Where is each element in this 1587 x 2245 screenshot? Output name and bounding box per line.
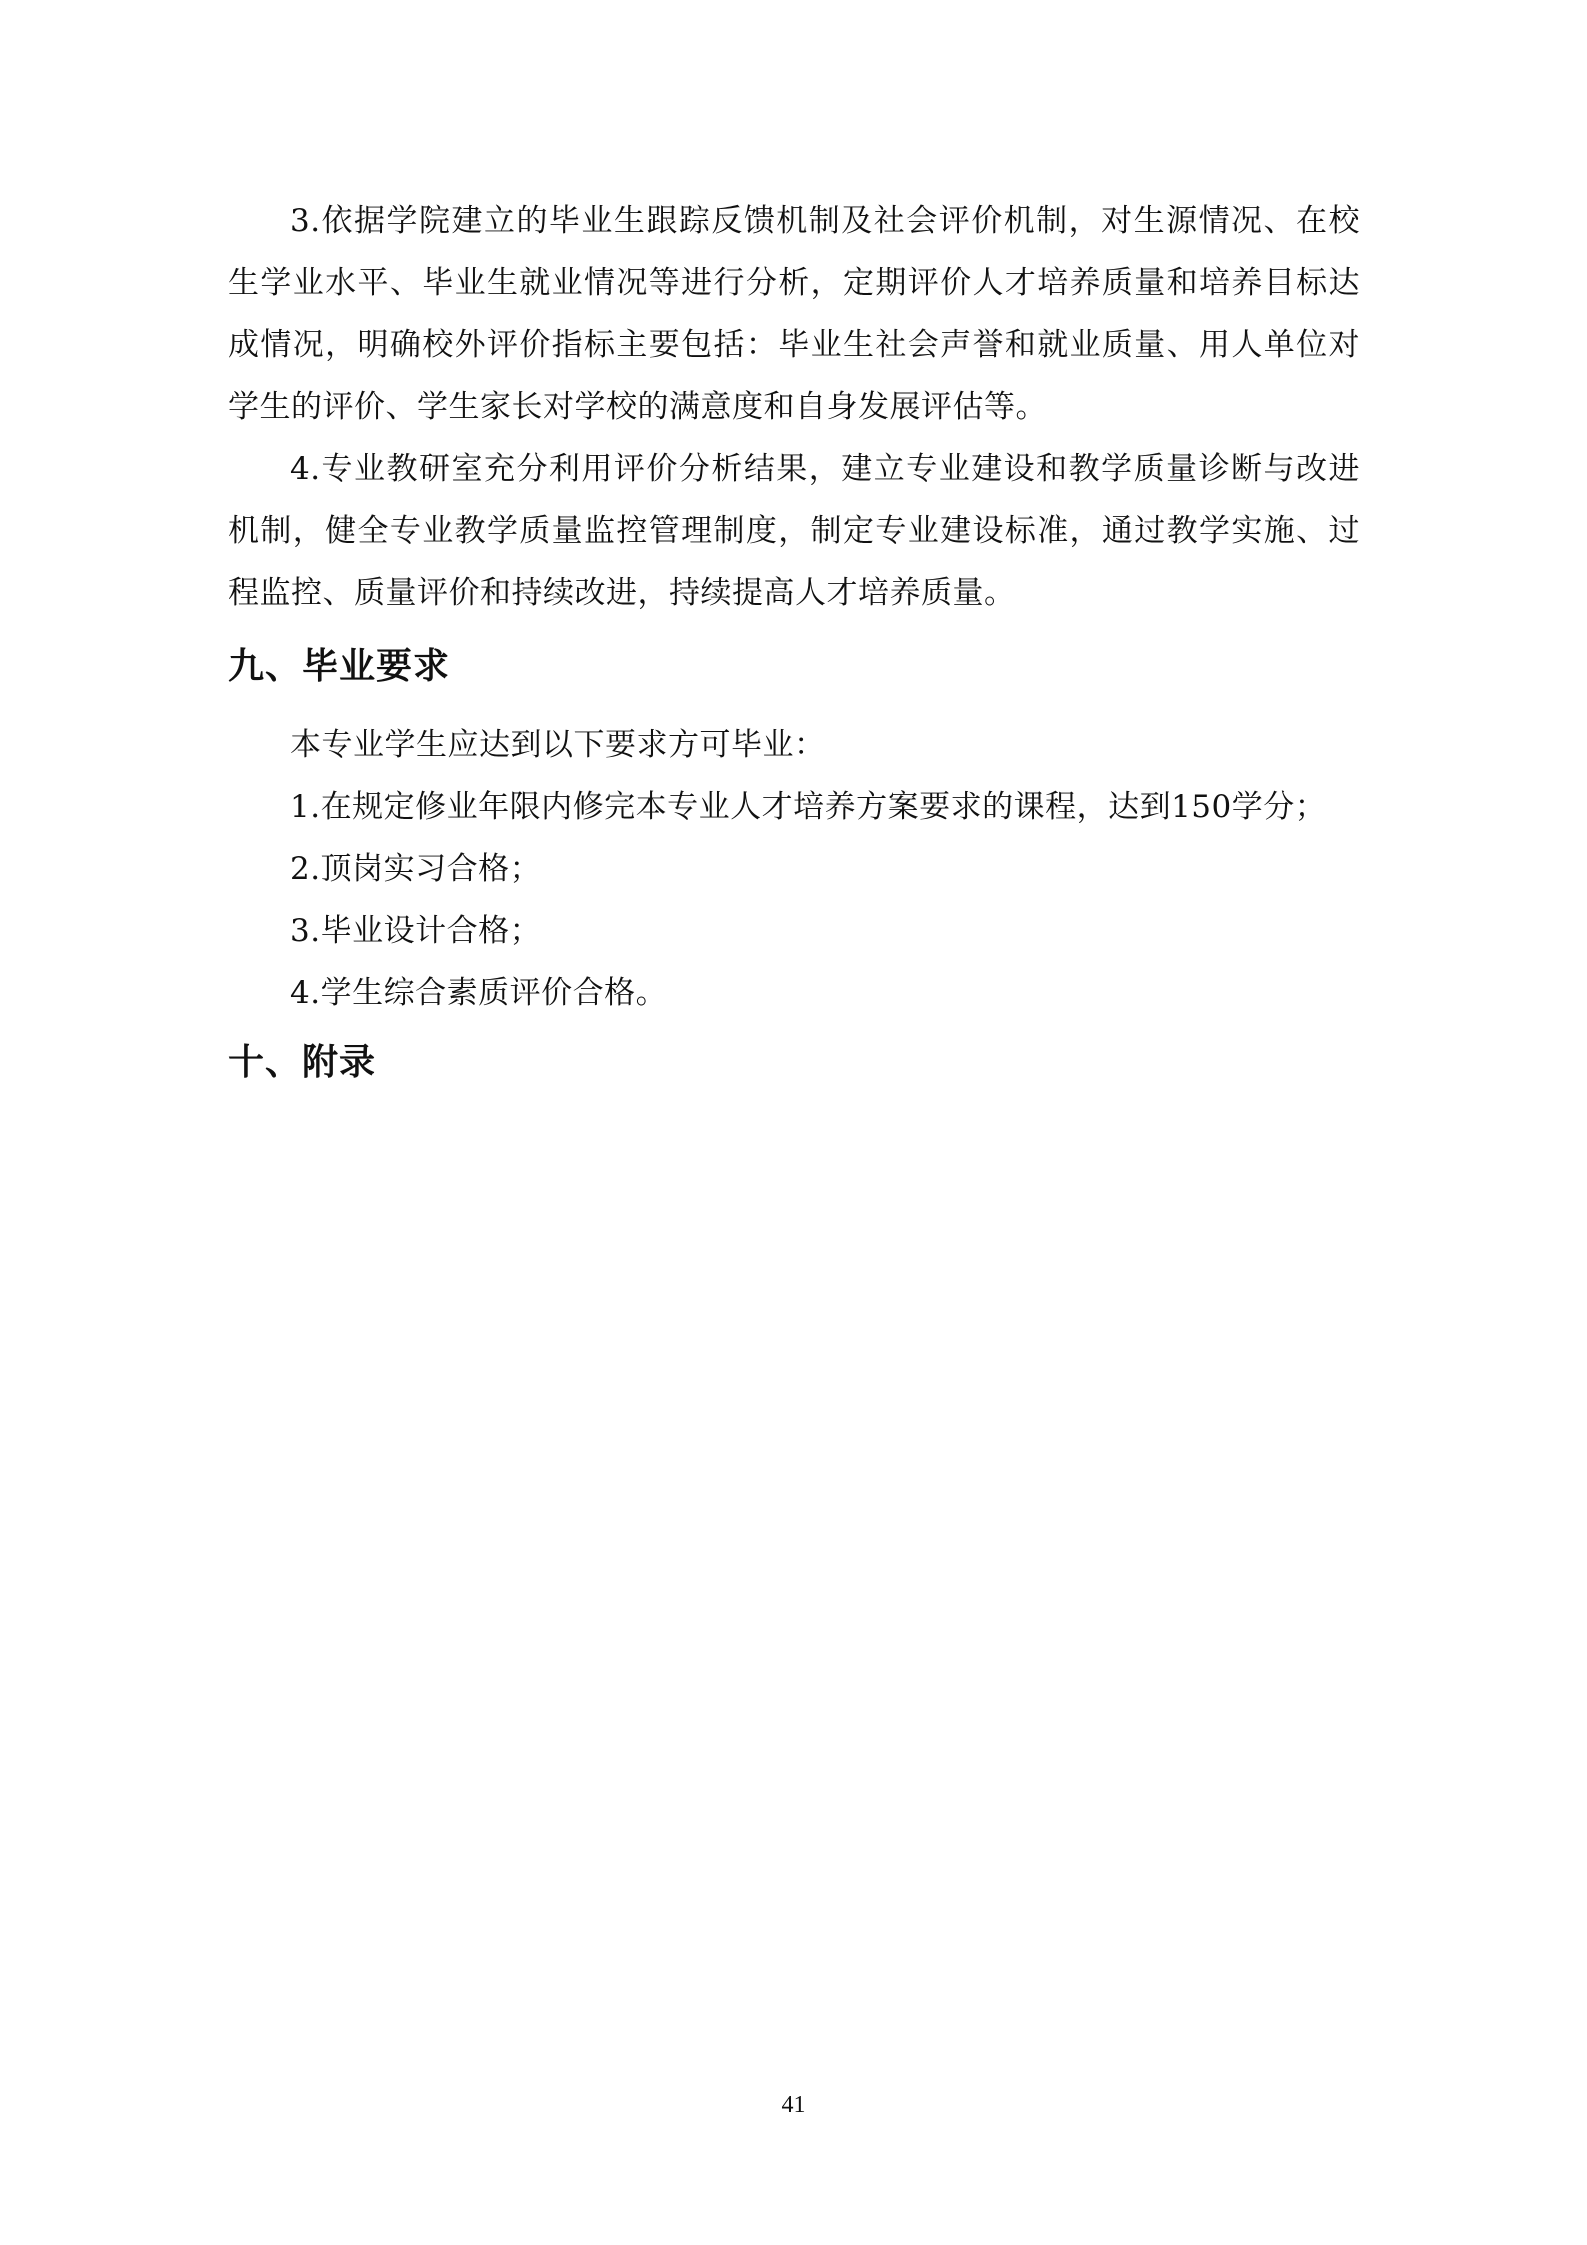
section-heading-appendix: 十、附录 <box>228 1042 377 1083</box>
requirement-item-4: 4.学生综合素质评价合格。 <box>290 975 668 1011</box>
requirement-item-2: 2.顶岗实习合格； <box>290 851 542 887</box>
page-number: 41 <box>781 2092 806 2118</box>
graduation-requirements-intro: 本专业学生应达到以下要求方可毕业： <box>290 727 826 763</box>
requirement-item-1: 1.在规定修业年限内修完本专业人才培养方案要求的课程，达到150学分； <box>290 789 1327 825</box>
evaluation-paragraph-3: 3.依据学院建立的毕业生跟踪反馈机制及社会评价机制，对生源情况、在校生学业水平、毕业生就业情况等进行分析，定期评价人才培养质量和培养目标达成情况，明确校外评价指标主要包括：毕业生社会声誉和就业质量、用人单位对学生的评价、学生家长对学校的满意度和自身发展评估等。 <box>228 203 1360 425</box>
requirement-item-3: 3.毕业设计合格； <box>290 913 542 949</box>
page-content <box>228 190 1360 1110</box>
evaluation-paragraph-4: 4.专业教研室充分利用评价分析结果，建立专业建设和教学质量诊断与改进机制，健全专业教学质量监控管理制度，制定专业建设标准，通过教学实施、过程监控、质量评价和持续改进，持续提高人才培养质量。 <box>228 451 1360 611</box>
section-heading-graduation-requirements: 九、毕业要求 <box>228 646 451 687</box>
